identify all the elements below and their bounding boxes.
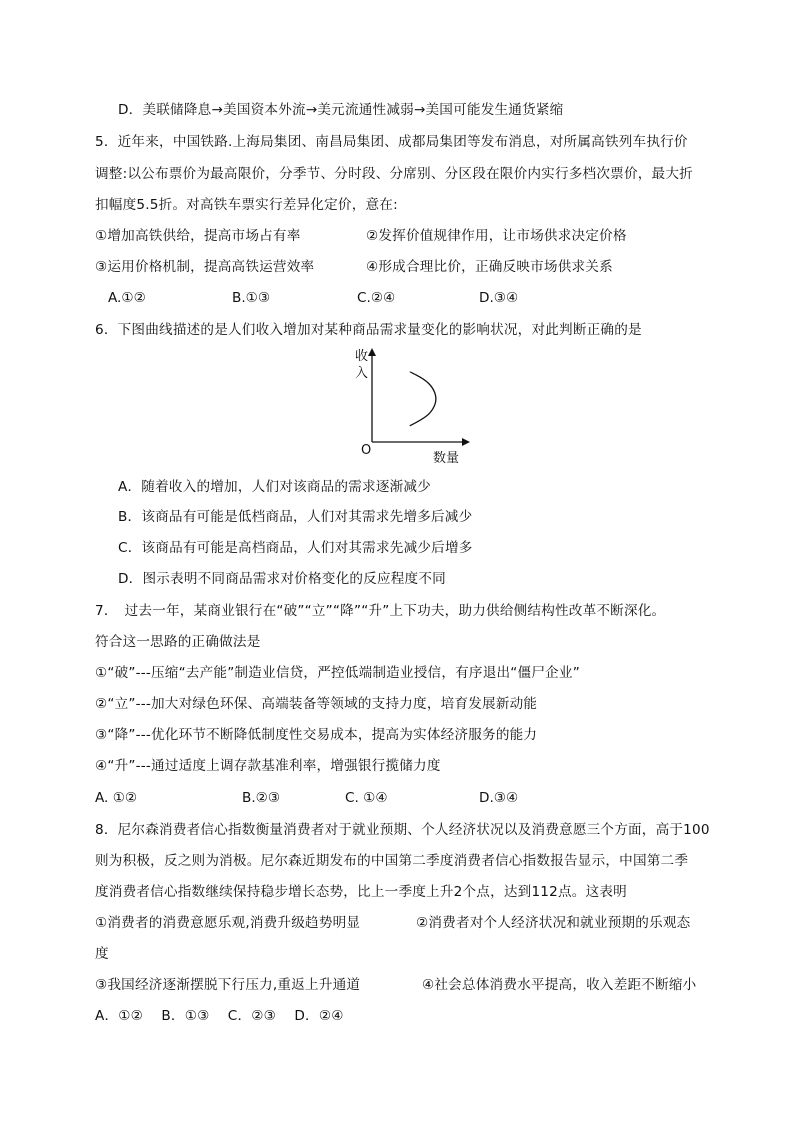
q7-choice-d: D.③④ (479, 790, 519, 806)
y-axis-label-bottom: 入 (355, 366, 369, 381)
x-axis-label: 数量 (433, 451, 460, 466)
q8-stem-line1: 8．尼尔森消费者信心指数衡量消费者对于就业预期、个人经济状况以及消费意愿三个方面，高于100 (95, 822, 710, 838)
q7-statement-4: ④“升”---通过适度上调存款基准利率，增强银行揽储力度 (95, 758, 441, 774)
q6-stem: 6．下图曲线描述的是人们收入增加对某种商品需求量变化的影响状况，对此判断正确的是 (95, 322, 642, 338)
q7-statement-1: ①“破”---压缩“去产能”制造业信贷，严控低端制造业授信，有序退出“僵尸企业” (95, 665, 580, 681)
demand-curve (410, 372, 436, 426)
q4-option-d: D．美联储降息→美国资本外流→美元流通性减弱→美国可能发生通货紧缩 (118, 102, 564, 118)
q8-stem-line3: 度消费者信心指数继续保持稳步增长态势，比上一季度上升2个点，达到112点。这表明 (95, 884, 627, 900)
q5-choice-a: A.①② (108, 290, 146, 306)
q7-statement-2: ②“立”---加大对绿色环保、高端装备等领域的支持力度，培育发展新动能 (95, 696, 538, 712)
q6-option-a: A．随着收入的增加，人们对该商品的需求逐渐减少 (118, 479, 431, 495)
q5-statement-1: ①增加高铁供给，提高市场占有率 (95, 228, 301, 244)
q6-option-c: C．该商品有可能是高档商品，人们对其需求先减少后增多 (118, 540, 473, 556)
q5-statement-4: ④形成合理比价，正确反映市场供求关系 (366, 259, 613, 275)
q5-stem-line1: 5．近年来，中国铁路.上海局集团、南昌局集团、成都局集团等发布消息，对所属高铁列车执行价 (95, 134, 688, 150)
origin-label: O (361, 443, 372, 458)
q7-stem-line2: 符合这一思路的正确做法是 (95, 634, 261, 650)
q7-choice-c: C. ①④ (345, 790, 388, 806)
q5-choice-c: C.②④ (357, 290, 396, 306)
q5-choice-d: D.③④ (479, 290, 519, 306)
q8-statement-1: ①消费者的消费意愿乐观,消费升级趋势明显 (95, 915, 361, 931)
q8-statement-4: ④社会总体消费水平提高，收入差距不断缩小 (422, 977, 697, 993)
y-axis-label-top: 收 (355, 349, 369, 364)
q8-statement-3: ③我国经济逐渐摆脱下行压力,重返上升通道 (95, 977, 361, 993)
q5-stem-line2: 调整:以公布票价为最高限价，分季节、分时段、分席别、分区段在限价内实行多档次票价，最大折 (95, 166, 693, 182)
q5-statement-2: ②发挥价值规律作用，让市场供求决定价格 (366, 228, 627, 244)
q7-choice-b: B.②③ (242, 790, 281, 806)
q7-choice-a: A. ①② (95, 790, 138, 806)
q8-statement-2-part2: 度 (95, 946, 109, 962)
q8-choices: A．①② B．①③ C．②③ D．②④ (95, 1008, 344, 1024)
q7-statement-3: ③“降”---优化环节不断降低制度性交易成本，提高为实体经济服务的能力 (95, 727, 538, 743)
q6-option-b: B．该商品有可能是低档商品，人们对其需求先增多后减少 (118, 509, 473, 525)
q5-stem-line3: 扣幅度5.5折。对高铁车票实行差异化定价，意在: (95, 197, 398, 213)
q8-statement-2-part1: ②消费者对个人经济状况和就业预期的乐观态 (416, 915, 691, 931)
q5-choice-b: B.①③ (232, 290, 271, 306)
q6-option-d: D．图示表明不同商品需求对价格变化的反应程度不同 (118, 571, 446, 587)
q7-stem-line1: 7． 过去一年，某商业银行在“破”“立”“降”“升”上下功夫，助力供给侧结构性改革不断深化。 (95, 603, 666, 619)
q5-statement-3: ③运用价格机制，提高高铁运营效率 (95, 259, 315, 275)
q8-stem-line2: 则为积极，反之则为消极。尼尔森近期发布的中国第二季度消费者信心指数报告显示，中国第二季 (95, 853, 689, 869)
income-demand-chart (328, 340, 478, 468)
